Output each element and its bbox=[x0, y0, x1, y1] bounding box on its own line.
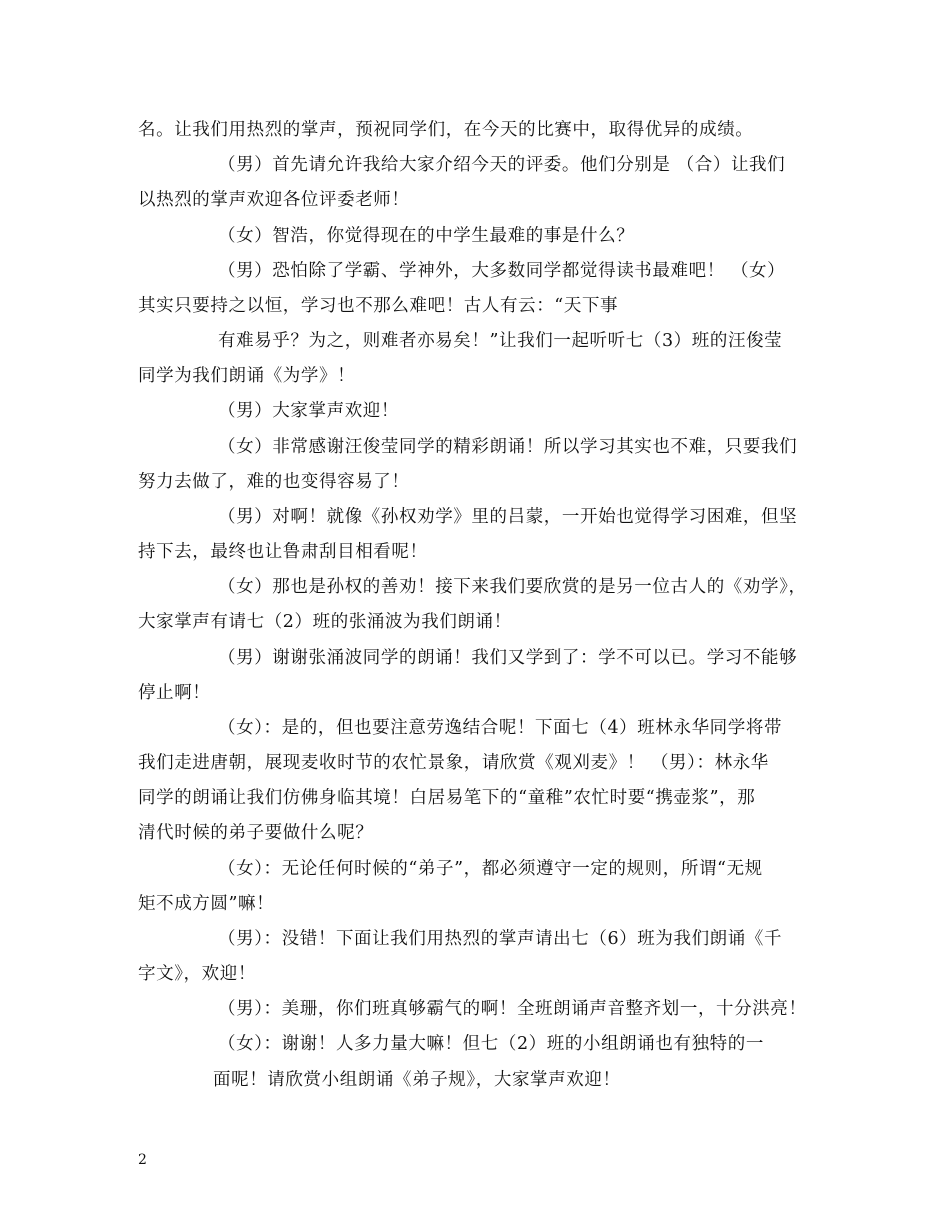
text-line: （男）谢谢张涌波同学的朗诵！我们又学到了：学不可以已。学习不能够 bbox=[218, 648, 798, 668]
page-number: 2 bbox=[138, 1152, 147, 1168]
text-line: 名。让我们用热烈的掌声，预祝同学们，在今天的比赛中，取得优异的成绩。 bbox=[138, 120, 754, 140]
text-line: 面呢！请欣赏小组朗诵《弟子规》，大家掌声欢迎！ bbox=[213, 1070, 621, 1090]
text-line: 以热烈的掌声欢迎各位评委老师！ bbox=[138, 190, 410, 210]
text-line: 同学的朗诵让我们仿佛身临其境！白居易笔下的“童稚”农忙时要“携壶浆”，那 bbox=[138, 788, 756, 808]
text-line: 其实只要持之以恒，学习也不那么难吧！古人有云：“天下事 bbox=[138, 296, 619, 316]
text-line: （女）智浩，你觉得现在的中学生最难的事是什么？ bbox=[218, 226, 635, 246]
text-line: （男）：没错！下面让我们用热烈的掌声请出七（6）班为我们朗诵《千 bbox=[218, 929, 783, 949]
text-line: （女）那也是孙权的善劝！接下来我们要欣赏的是另一位古人的《劝学》， bbox=[218, 577, 807, 597]
text-line: （男）首先请允许我给大家介绍今天的评委。他们分别是 （合）让我们 bbox=[218, 155, 786, 175]
text-line: （女）：无论任何时候的“弟子”，都必须遵守一定的规则，所谓“无规 bbox=[218, 859, 763, 879]
text-line: 清代时候的弟子要做什么呢？ bbox=[138, 823, 374, 843]
text-line: 同学为我们朗诵《为学》！ bbox=[138, 366, 356, 386]
text-line: （男）大家掌声欢迎！ bbox=[218, 401, 399, 421]
text-line: （男）对啊！就像《孙权劝学》里的吕蒙，一开始也觉得学习困难，但坚 bbox=[218, 507, 798, 527]
text-line: （男）恐怕除了学霸、学神外，大多数同学都觉得读书最难吧！ （女） bbox=[218, 261, 786, 281]
text-line: （女）：是的，但也要注意劳逸结合呢！下面七（4）班林永华同学将带 bbox=[218, 718, 783, 738]
text-line: 大家掌声有请七（2）班的张涌波为我们朗诵！ bbox=[138, 612, 512, 632]
text-line: （男）：美珊，你们班真够霸气的啊！全班朗诵声音整齐划一，十分洪亮！ bbox=[218, 999, 807, 1019]
text-line: 矩不成方圆”嘛！ bbox=[138, 894, 275, 914]
text-line: 持下去，最终也让鲁肃刮目相看呢！ bbox=[138, 542, 428, 562]
text-line: 努力去做了，难的也变得容易了！ bbox=[138, 472, 410, 492]
text-line: 我们走进唐朝，展现麦收时节的农忙景象，请欣赏《观刈麦》！ （男）：林永华 bbox=[138, 753, 769, 773]
text-line: 字文》，欢迎！ bbox=[138, 964, 256, 984]
text-line: 有难易乎？为之，则难者亦易矣！”让我们一起听听七（3）班的汪俊莹 bbox=[218, 331, 783, 351]
text-line: （女）非常感谢汪俊莹同学的精彩朗诵！所以学习其实也不难，只要我们 bbox=[218, 437, 798, 457]
text-line: 停止啊！ bbox=[138, 683, 211, 703]
text-line: （女）：谢谢！人多力量大嘛！但七（2）班的小组朗诵也有独特的一 bbox=[218, 1034, 764, 1054]
